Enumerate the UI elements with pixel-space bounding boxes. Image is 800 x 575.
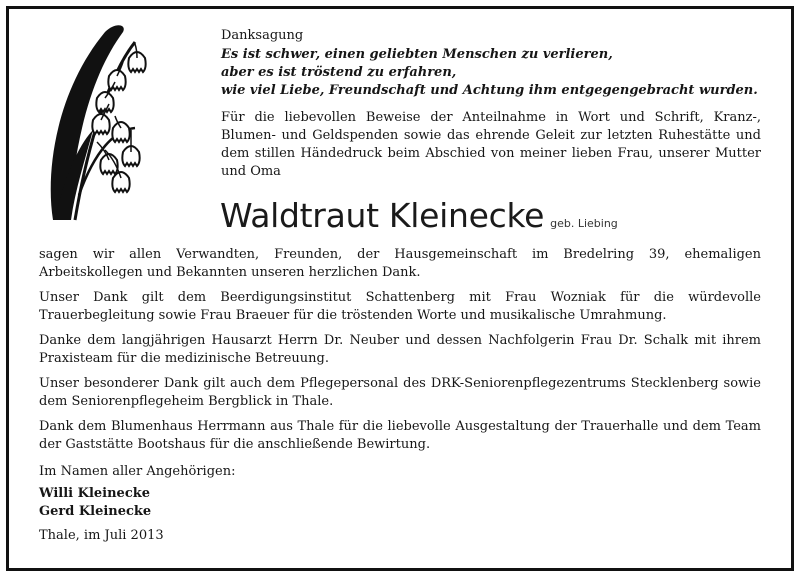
quote-block bbox=[221, 46, 761, 100]
quote-line: Es ist schwer, einen geliebten Menschen zu verlieren, bbox=[221, 47, 613, 62]
lily-of-the-valley-icon bbox=[35, 20, 150, 230]
signer-name: Willi Kleinecke bbox=[39, 486, 151, 501]
signer-name: Gerd Kleinecke bbox=[39, 504, 152, 519]
quote-line: aber es ist tröstend zu erfahren, bbox=[221, 65, 457, 80]
place-date: Thale, im Juli 2013 bbox=[39, 528, 164, 543]
thanks-paragraph: Unser Dank gilt dem Beerdigungsinstitut Schattenberg mit Frau Wozniak für die würdevolle Trauerbegleitung sowie Frau Braeuer für die tröstenden Worte und musikalische Umrahmung. bbox=[39, 290, 761, 323]
birth-name: geb. Liebing bbox=[550, 217, 618, 230]
thanks-body bbox=[39, 246, 761, 545]
thanks-paragraph: Danke dem langjährigen Hausarzt Herrn Dr. Neuber und dessen Nachfolgerin Frau Dr. Schalk mit ihrem Praxisteam für die medizinische Betreuung. bbox=[39, 333, 761, 366]
thanks-paragraph: Unser besonderer Dank gilt auch dem Pflegepersonal des DRK-Seniorenpflegezentrums Stecklenberg sowie dem Seniorenpflegeheim Bergblick in Thale. bbox=[39, 376, 761, 409]
thanks-paragraph: Dank dem Blumenhaus Herrmann aus Thale für die liebevolle Ausgestaltung der Trauerhalle und dem Team der Gaststätte Bootshaus für die anschließende Bewirtung. bbox=[39, 419, 761, 452]
deceased-name-block bbox=[220, 196, 618, 235]
closing-line: Im Namen aller Angehörigen: bbox=[39, 464, 236, 479]
deceased-name: Waldtraut Kleinecke bbox=[220, 196, 545, 235]
intro-paragraph: Für die liebevollen Beweise der Anteilnahme in Wort und Schrift, Kranz-, Blumen- und Geldspenden sowie das ehrende Geleit zur letzten Ruhestätte und dem stillen Händedruck beim Abschied von meiner lieben Frau, unserer Mutter und Oma bbox=[221, 110, 761, 179]
quote-line: wie viel Liebe, Freundschaft und Achtung ihm entgegengebracht wurden. bbox=[221, 83, 758, 98]
notice-heading: Danksagung bbox=[221, 28, 304, 43]
thanks-paragraph: sagen wir allen Verwandten, Freunden, der Hausgemeinschaft im Bredelring 39, ehemaligen Arbeitskollegen und Bekannten unseren herzlichen Dank. bbox=[39, 247, 761, 280]
